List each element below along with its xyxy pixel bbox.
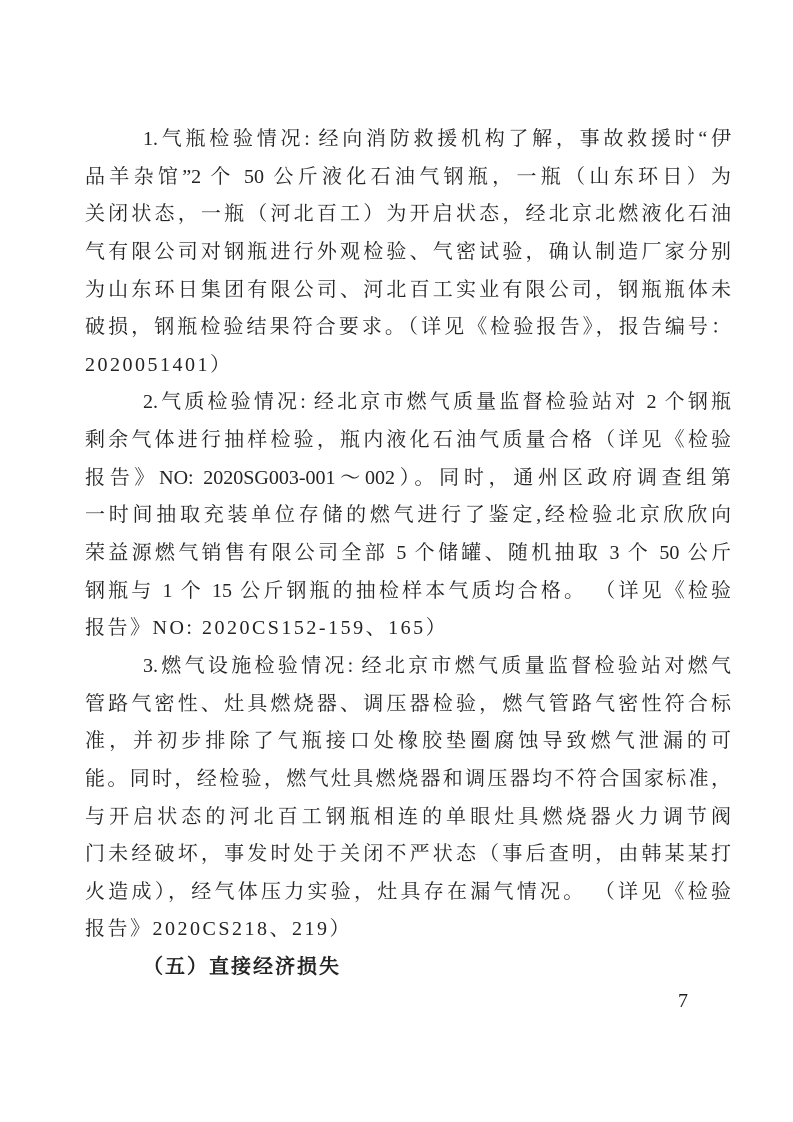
text-line: 荣益源燃气销售有限公司全部 5 个储罐、随机抽取 3 个 50 公斤	[85, 542, 731, 565]
text-line: 报告》2020CS218、219）	[85, 918, 352, 941]
text-line: 钢瓶与 1 个 15 公斤钢瓶的抽检样本气质均合格。 （详见《检验	[85, 579, 731, 602]
text-line: 一时间抽取充装单位存储的燃气进行了鉴定,经检验北京欣欣向	[85, 504, 731, 527]
text-line: 品羊杂馆”2 个 50 公斤液化石油气钢瓶，一瓶（山东环日）为	[85, 165, 731, 188]
text-line: 1.气瓶检验情况: 经向消防救援机构了解，事故救援时“伊	[143, 128, 731, 150]
text-line: 为山东环日集团有限公司、河北百工实业有限公司，钢瓶瓶体未	[85, 278, 731, 301]
text-line: 2.气质检验情况: 经北京市燃气质量监督检验站对 2 个钢瓶	[143, 391, 731, 414]
document-body	[85, 121, 731, 987]
text-line: 关闭状态，一瓶（河北百工）为开启状态，经北京北燃液化石油	[85, 203, 731, 226]
text-line: 火造成），经气体压力实验，灶具存在漏气情况。 （详见《检验	[85, 880, 731, 903]
text-line: 报告》NO: 2020CS152-159、165）	[85, 617, 449, 640]
text-line: 能。同时，经检验，燃气灶具燃烧器和调压器均不符合国家标准，	[85, 767, 731, 790]
paragraph-section-5-heading	[85, 949, 731, 987]
paragraph-gas-quality-inspection	[85, 384, 731, 647]
text-line: 报告》NO: 2020SG003-001～002）。同时，通州区政府调查组第	[85, 466, 731, 489]
text-line: 管路气密性、灶具燃烧器、调压器检验，燃气管路气密性符合标	[85, 692, 731, 715]
text-line: 破损，钢瓶检验结果符合要求。（详见《检验报告》，报告编号：	[85, 316, 731, 339]
text-line: 与开启状态的河北百工钢瓶相连的单眼灶具燃烧器火力调节阀	[85, 805, 731, 828]
text-line: 2020051401）	[85, 353, 233, 376]
text-line: 剩余气体进行抽样检验，瓶内液化石油气质量合格（详见《检验	[85, 429, 731, 452]
paragraph-gas-cylinder-inspection	[85, 121, 731, 384]
text-line: 准，并初步排除了气瓶接口处橡胶垫圈腐蚀导致燃气泄漏的可	[85, 730, 731, 753]
text-line: 3.燃气设施检验情况: 经北京市燃气质量监督检验站对燃气	[143, 654, 731, 677]
section-heading: （五）直接经济损失	[143, 956, 341, 979]
page-number: 7	[678, 990, 688, 1012]
text-line: 门未经破坏，事发时处于关闭不严状态（事后查明，由韩某某打	[85, 843, 731, 866]
paragraph-gas-facility-inspection	[85, 648, 731, 949]
text-line: 气有限公司对钢瓶进行外观检验、气密试验，确认制造厂家分别	[85, 240, 731, 263]
